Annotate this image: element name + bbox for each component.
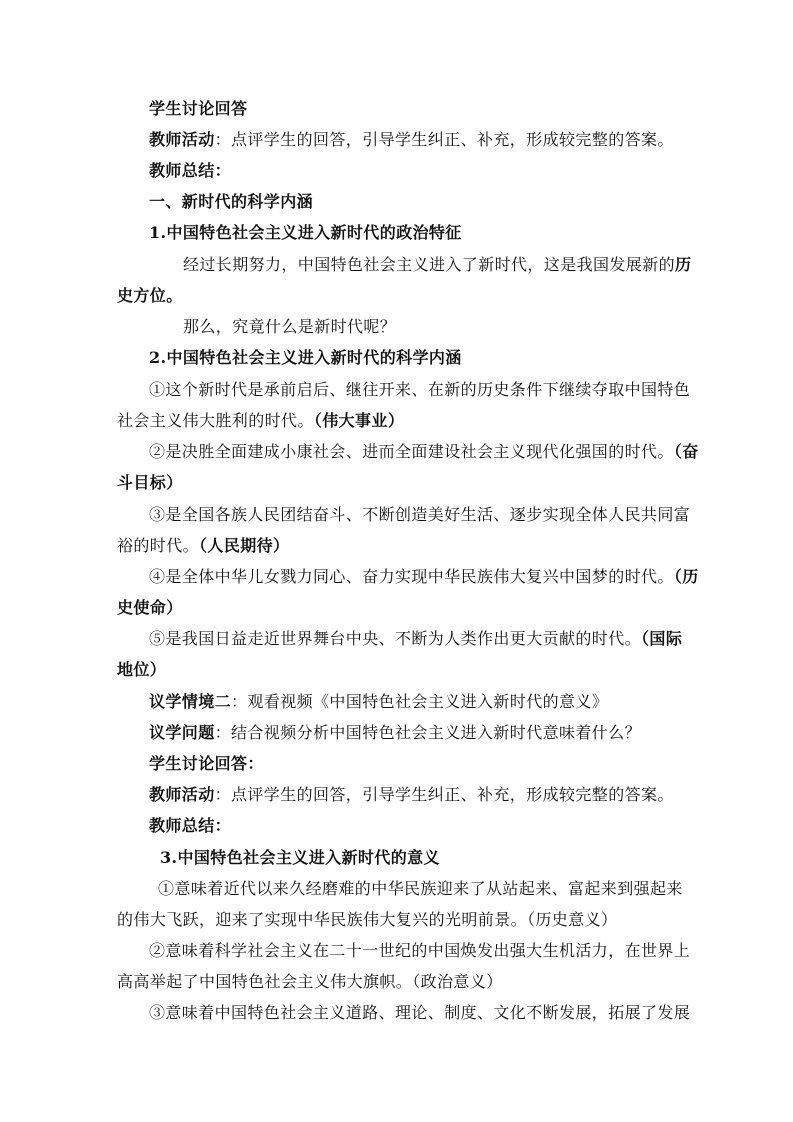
list-item: 地位） [117,660,167,679]
list-item: 高高举起了中国特色社会主义伟大旗帜。（政治意义） [117,972,503,991]
section-heading: 一、新时代的科学内涵 [149,192,314,211]
list-item: ③意味着中国特色社会主义道路、理论、制度、文化不断发展，拓展了发展 [149,1003,691,1022]
paragraph-line: 经过长期努力，中国特色社会主义进入了新时代，这是我国发展新的历 [183,255,692,274]
paragraph-line: 史方位。 [117,286,183,305]
teacher-activity-label: 教师活动 [149,785,215,804]
discussion-question-line: 议学问题：结合视频分析中国特色社会主义进入新时代意味着什么？ [149,723,642,742]
teacher-activity-line: 教师活动：点评学生的回答，引导学生纠正、补充，形成较完整的答案。 [149,785,674,804]
teacher-summary-heading: 教师总结： [149,161,232,180]
subsection-heading: 3.中国特色社会主义进入新时代的意义 [160,848,440,867]
list-item: ②是决胜全面建成小康社会、进而全面建设社会主义现代化强国的时代。（奋 [149,442,699,461]
list-item: ①这个新时代是承前启后、继往开来、在新的历史条件下继续夺取中国特色 [149,380,691,399]
list-item: 的伟大飞跃，迎来了实现中华民族伟大复兴的光明前景。（历史意义） [117,910,618,929]
list-item: ④是全体中华儿女戮力同心、奋力实现中华民族伟大复兴中国梦的时代。（历 [149,567,699,586]
list-item: ③是全国各族人民团结奋斗、不断创造美好生活、逐步实现全体人民共同富 [149,505,691,524]
list-item: 斗目标） [117,473,183,492]
list-item: 裕的时代。（人民期待） [117,536,290,555]
list-item: ①意味着近代以来久经磨难的中华民族迎来了从站起来、富起来到强起来 [158,879,683,898]
paragraph-line: 那么，究竟什么是新时代呢？ [183,317,397,336]
list-item: 社会主义伟大胜利的时代。（伟大事业） [117,411,405,430]
teacher-activity-label: 教师活动 [149,130,215,149]
list-item: ⑤是我国日益走近世界舞台中央、不断为人类作出更大贡献的时代。（国际 [149,629,683,648]
subsection-heading: 1.中国特色社会主义进入新时代的政治特征 [149,223,462,242]
list-item: ②意味着科学社会主义在二十一世纪的中国焕发出强大生机活力，在世界上 [149,941,691,960]
list-item: 史使命） [117,598,183,617]
subsection-heading: 2.中国特色社会主义进入新时代的科学内涵 [149,348,462,367]
teacher-activity-line: 教师活动：点评学生的回答，引导学生纠正、补充，形成较完整的答案。 [149,130,674,149]
student-discussion-heading: 学生讨论回答： [149,754,264,773]
student-discussion-heading: 学生讨论回答 [149,99,248,118]
discussion-scenario-line: 议学情境二：观看视频《中国特色社会主义进入新时代的意义》 [149,692,609,711]
teacher-summary-heading: 教师总结： [149,816,232,835]
